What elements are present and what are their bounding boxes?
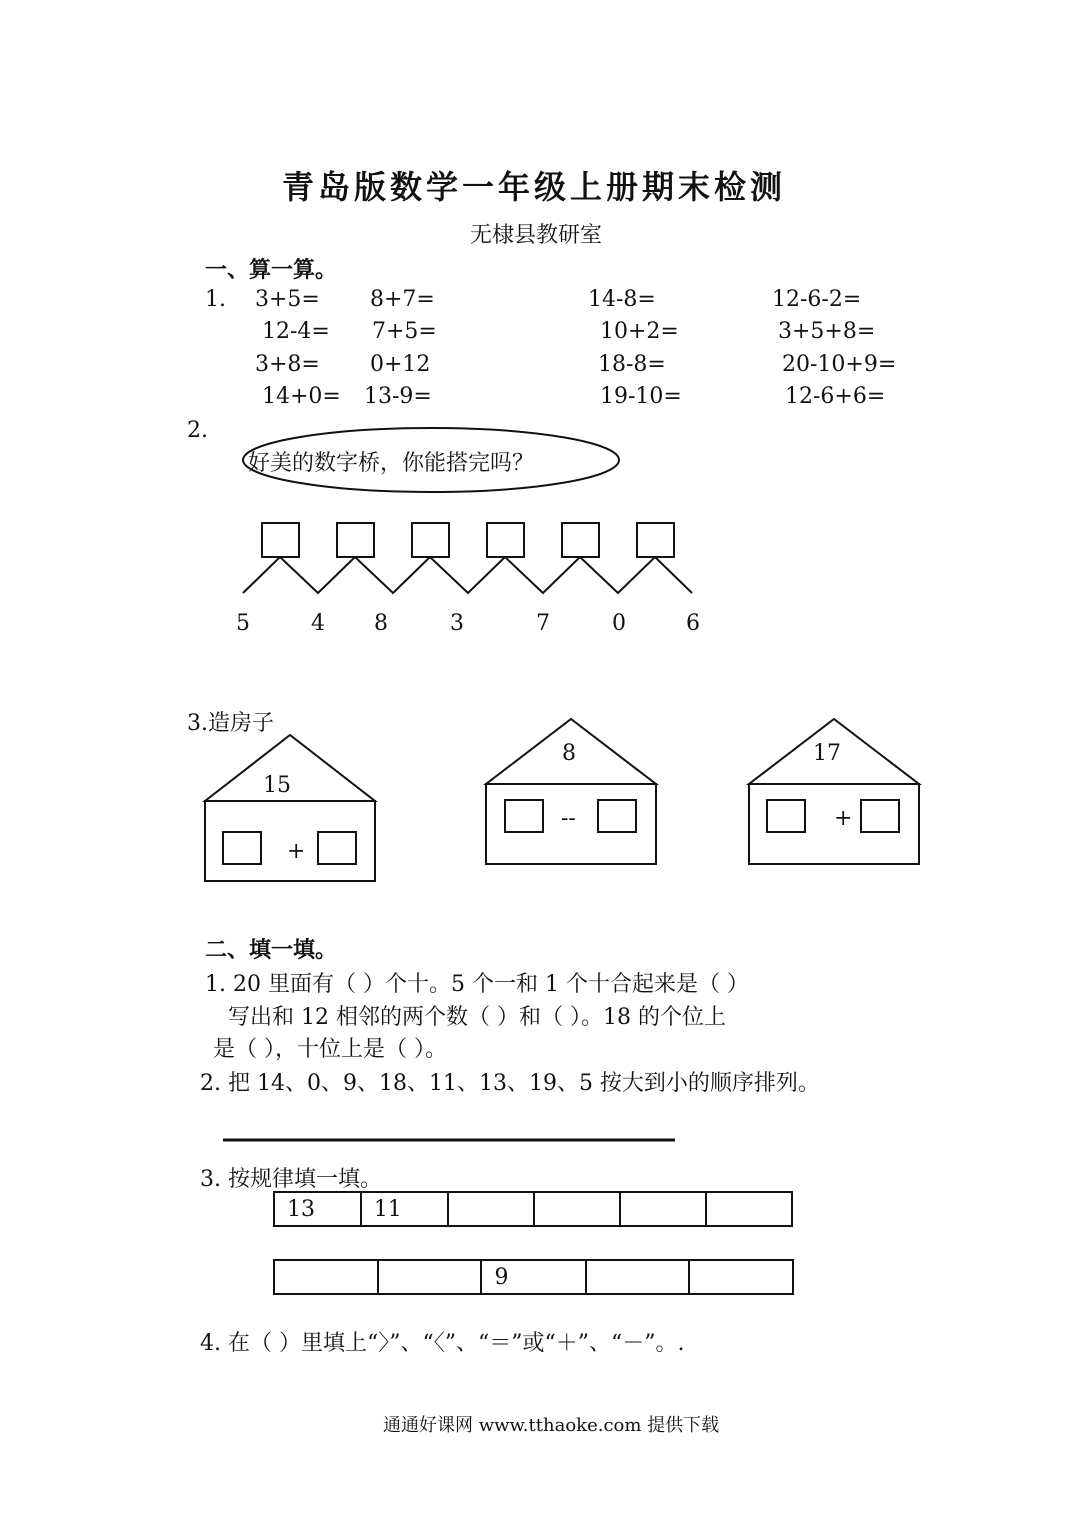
house2-number: 8: [562, 741, 576, 766]
calc-r4c1: 14+0=: [262, 384, 341, 409]
pattern1-cell[interactable]: [448, 1192, 534, 1226]
house3-box-left: [767, 800, 805, 832]
bridge-box-4: [487, 523, 524, 557]
fill-q3-label: 3. 按规律填一填。: [200, 1167, 382, 1192]
bridge-number-6: 0: [612, 611, 626, 636]
bridge-number-5: 7: [536, 611, 550, 636]
calc-r4c3: 19-10=: [600, 384, 682, 409]
footer-text: 通通好课网 www.tthaoke.com 提供下载: [383, 1415, 720, 1436]
fill-q2-text: 2. 把 14、0、9、18、11、13、19、5 按大到小的顺序排列。: [200, 1071, 820, 1096]
house2-operator: --: [561, 806, 576, 831]
bridge-number-3: 8: [374, 611, 388, 636]
calc-r1c2: 8+7=: [370, 287, 435, 312]
q1-label: 1.: [205, 287, 226, 312]
pattern2-cell[interactable]: 9: [481, 1260, 585, 1294]
calc-r2c4: 3+5+8=: [778, 319, 876, 344]
pattern-table-2: [273, 1259, 794, 1295]
pattern1-cell[interactable]: 13: [274, 1192, 361, 1226]
calc-r2c2: 7+5=: [372, 319, 437, 344]
speech-bubble-text: 好美的数字桥，你能搭完吗？: [248, 451, 535, 476]
bridge-box-5: [562, 523, 599, 557]
bridge-box-1: [262, 523, 299, 557]
bridge-box-2: [337, 523, 374, 557]
page-title: 青岛版数学一年级上册期末检测: [282, 168, 787, 206]
house3-box-right: [861, 800, 899, 832]
pattern2-cell[interactable]: [378, 1260, 482, 1294]
calc-r1c3: 14-8=: [588, 287, 656, 312]
pattern2-cell[interactable]: [586, 1260, 690, 1294]
house1-box-left: [223, 832, 261, 864]
section1-heading: 一、算一算。: [205, 257, 338, 283]
fill-q4-text: 4. 在（ ）里填上“〉”、“〈”、“＝”或“＋”、“－”。.: [200, 1331, 685, 1356]
calc-r3c4: 20-10+9=: [782, 352, 897, 377]
pattern-table-1: [273, 1191, 793, 1227]
calc-r2c1: 12-4=: [262, 319, 330, 344]
section2-heading: 二、填一填。: [205, 937, 338, 963]
bridge-box-3: [412, 523, 449, 557]
house3-operator: +: [834, 806, 853, 831]
pattern1-cell[interactable]: 11: [361, 1192, 448, 1226]
house2-box-left: [505, 800, 543, 832]
q2-label: 2.: [187, 418, 208, 443]
pattern2-cell[interactable]: [689, 1260, 793, 1294]
bridge-number-1: 5: [236, 611, 250, 636]
q3-label: 3.造房子: [187, 711, 274, 736]
calc-r4c2: 13-9=: [364, 384, 432, 409]
bridge-number-2: 4: [311, 611, 325, 636]
calc-r4c4: 12-6+6=: [785, 384, 886, 409]
fill-q1-line1: 1. 20 里面有（ ）个十。5 个一和 1 个十合起来是（ ）: [205, 972, 749, 997]
calc-r1c1: 3+5=: [255, 287, 320, 312]
bridge-number-4: 3: [450, 611, 464, 636]
pattern1-cell[interactable]: [706, 1192, 792, 1226]
author-label: 无棣县教研室: [470, 223, 603, 248]
fill-q1-line2: 写出和 12 相邻的两个数（ ）和（ ）。18 的个位上: [228, 1005, 726, 1030]
pattern2-cell[interactable]: [274, 1260, 378, 1294]
house1-operator: +: [287, 839, 306, 864]
house1-number: 15: [263, 773, 291, 798]
calc-r2c3: 10+2=: [600, 319, 679, 344]
pattern1-cell[interactable]: [534, 1192, 620, 1226]
house2-box-right: [598, 800, 636, 832]
calc-r1c4: 12-6-2=: [772, 287, 862, 312]
house3-number: 17: [813, 741, 841, 766]
bridge-box-6: [637, 523, 674, 557]
calc-r3c1: 3+8=: [255, 352, 320, 377]
bridge-zigzag: [243, 557, 692, 593]
calc-r3c3: 18-8=: [598, 352, 666, 377]
house1-box-right: [318, 832, 356, 864]
bridge-number-7: 6: [686, 611, 700, 636]
fill-q1-line3: 是（ ），十位上是（ ）。: [213, 1037, 447, 1062]
pattern1-cell[interactable]: [620, 1192, 706, 1226]
calc-r3c2: 0+12: [370, 352, 431, 377]
